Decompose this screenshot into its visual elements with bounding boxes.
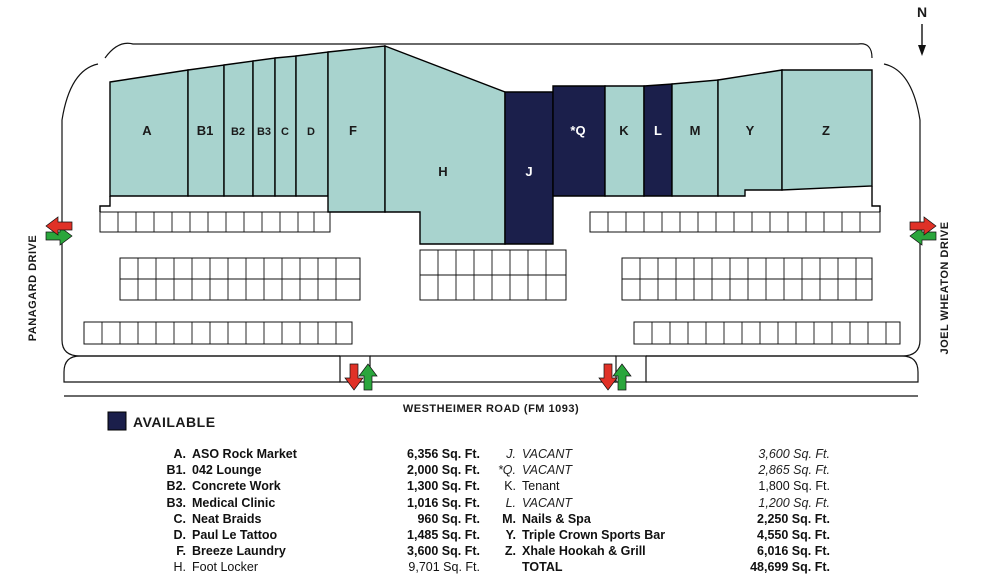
tenant-row [480, 495, 830, 511]
tenant-key: K. [504, 479, 516, 494]
tenant-size: 3,600 Sq. Ft. [758, 447, 830, 461]
tenant-key: J. [506, 447, 516, 461]
tenant-row [150, 462, 480, 478]
north-drive-curb [105, 43, 872, 58]
tenant-name: Tenant [522, 479, 560, 494]
unit-K-label: K [619, 123, 629, 138]
legend-available [108, 412, 216, 430]
tenant-size: 1,800 Sq. Ft. [758, 479, 830, 494]
unit-F-label: F [349, 123, 357, 138]
street-label-right: JOEL WHEATON DRIVE [939, 221, 951, 355]
unit-B2[interactable] [224, 61, 253, 196]
tenant-size: 48,699 Sq. Ft. [750, 560, 830, 575]
tenant-name: Concrete Work [192, 479, 281, 494]
unit-B2-label: B2 [230, 126, 246, 138]
street-label-bottom: WESTHEIMER ROAD (FM 1093) [402, 403, 580, 415]
tenant-size: 2,865 Sq. Ft. [758, 463, 830, 478]
tenant-name: TOTAL [522, 560, 563, 575]
tenant-directory [150, 446, 850, 576]
tenant-size: 1,300 Sq. Ft. [407, 479, 480, 494]
tenant-key: B1. [166, 463, 186, 478]
unit-H[interactable] [385, 46, 505, 244]
unit-L[interactable] [644, 84, 672, 196]
unit-K[interactable] [605, 86, 644, 196]
tenant-name: 042 Lounge [192, 463, 262, 478]
unit-Y-label: Y [745, 123, 755, 138]
unit-Z-label: Z [822, 123, 830, 138]
unit-B1-label: B1 [196, 123, 214, 138]
tenant-row [150, 511, 480, 527]
tenant-row [150, 527, 480, 543]
unit-Z[interactable] [782, 70, 872, 190]
entrance-arrow-right [910, 217, 936, 245]
unit-C[interactable] [275, 56, 296, 196]
tenant-size: 9,701 Sq. Ft. [408, 560, 480, 575]
tenant-size: 3,600 Sq. Ft. [407, 544, 480, 559]
tenant-key: M. [502, 511, 516, 526]
tenant-row [150, 559, 480, 575]
tenant-name: VACANT [522, 495, 573, 510]
unit-J-label: J [525, 164, 533, 179]
tenant-size: 1,485 Sq. Ft. [407, 527, 480, 542]
unit-B3-label: B3 [256, 126, 272, 138]
legend-available-label: AVAILABLE [133, 414, 216, 430]
unit-A[interactable] [110, 70, 188, 196]
tenant-name: Breeze Laundry [192, 544, 286, 559]
compass-label: N [916, 4, 928, 20]
tenant-key: D. [173, 527, 186, 542]
tenant-key: C. [173, 511, 186, 526]
tenant-key: Z. [504, 544, 516, 559]
tenant-size: 960 Sq. Ft. [417, 511, 480, 526]
tenant-key: A. [173, 447, 186, 461]
tenant-name: Paul Le Tattoo [192, 527, 278, 542]
tenant-key: B2. [166, 479, 186, 494]
entrance-arrow-bottom-left [345, 364, 377, 390]
unit-M[interactable] [672, 80, 718, 196]
tenant-size: 6,356 Sq. Ft. [407, 447, 480, 461]
unit-F[interactable] [328, 46, 385, 212]
tenant-row [480, 446, 830, 462]
tenant-name: Neat Braids [192, 511, 262, 526]
tenant-key: *Q. [497, 463, 516, 478]
tenant-name: VACANT [522, 447, 573, 461]
unit-B3[interactable] [253, 58, 275, 196]
tenant-size: 4,550 Sq. Ft. [757, 527, 830, 542]
tenant-row [150, 446, 480, 462]
unit-D[interactable] [296, 52, 328, 196]
tenant-row [480, 527, 830, 543]
tenant-size: 1,016 Sq. Ft. [407, 495, 480, 510]
tenant-key: Y. [505, 527, 516, 542]
unit-J[interactable] [505, 92, 553, 244]
unit-Q[interactable] [553, 86, 605, 196]
tenant-size: 2,250 Sq. Ft. [757, 511, 830, 526]
tenant-key: F. [176, 544, 186, 559]
compass-north-indicator [917, 4, 927, 56]
tenant-column-left [150, 446, 480, 576]
unit-A-label: A [142, 123, 152, 138]
tenant-column-right [480, 446, 830, 576]
tenant-row [150, 543, 480, 559]
unit-D-label: D [307, 126, 315, 138]
entrance-arrow-bottom-right [599, 364, 631, 390]
tenant-row [150, 495, 480, 511]
unit-L-label: L [654, 123, 662, 138]
entrance-arrow-left [46, 217, 72, 246]
tenant-name: VACANT [522, 463, 573, 478]
unit-Q-label: *Q [570, 123, 586, 138]
tenant-name: Foot Locker [192, 560, 259, 575]
tenant-name: Nails & Spa [522, 511, 591, 526]
unit-Y[interactable] [718, 70, 782, 196]
tenant-row [480, 543, 830, 559]
tenant-name: Triple Crown Sports Bar [522, 527, 666, 542]
tenant-name: Medical Clinic [192, 495, 276, 510]
tenant-size: 6,016 Sq. Ft. [757, 544, 830, 559]
tenant-row [480, 511, 830, 527]
tenant-row [480, 462, 830, 478]
tenant-row [480, 478, 830, 494]
street-label-left: PANAGARD DRIVE [27, 234, 39, 342]
tenant-size: 2,000 Sq. Ft. [407, 463, 480, 478]
tenant-name: ASO Rock Market [192, 447, 297, 461]
tenant-key: L. [505, 495, 516, 510]
tenant-size: 1,200 Sq. Ft. [758, 495, 830, 510]
unit-C-label: C [281, 126, 289, 138]
unit-M-label: M [689, 123, 701, 138]
tenant-name: Xhale Hookah & Grill [522, 544, 646, 559]
tenant-row [150, 478, 480, 494]
unit-B1[interactable] [188, 65, 224, 196]
tenant-key: B3. [166, 495, 186, 510]
tenant-key: H. [173, 560, 186, 575]
unit-H-label: H [438, 164, 448, 179]
tenant-total-row [480, 559, 830, 575]
